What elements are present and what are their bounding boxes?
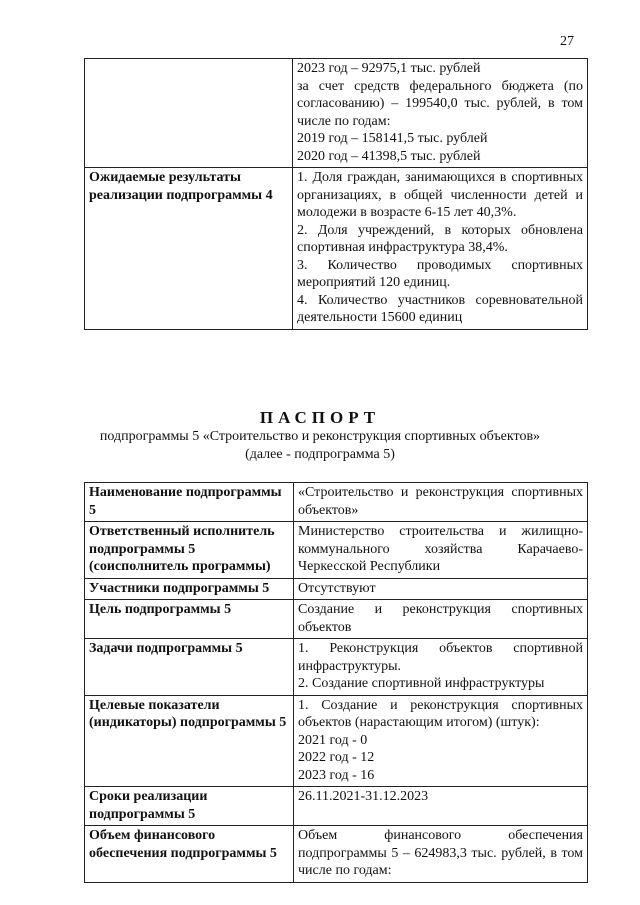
value-line: 2023 год - 16 — [298, 767, 375, 783]
result-item: 1. Доля граждан, занимающихся в спортивных организациях, в общей численности детей и молодежи в возрасте 6-15 лет 40,3%. — [297, 170, 583, 220]
funding-line: 2019 год – 158141,5 тыс. рублей — [297, 131, 488, 146]
table-row — [85, 787, 588, 826]
page-number: 27 — [560, 34, 574, 49]
passport-note: (далее - подпрограмма 5) — [245, 447, 395, 462]
empty-label-cell — [85, 59, 293, 168]
row-value — [294, 787, 588, 826]
table-row — [85, 639, 588, 696]
passport-title: ПАСПОРТ — [259, 408, 381, 427]
row-value — [294, 578, 588, 600]
value-line: 2021 год - 0 — [298, 732, 368, 748]
expected-results-label: Ожидаемые результаты реализации подпрограммы 4 — [85, 168, 293, 330]
row-label: Наименование подпрограммы 5 — [85, 483, 294, 522]
result-item: 4. Количество участников соревновательной деятельности 15600 единиц — [297, 292, 583, 325]
funding-line: 2023 год – 92975,1 тыс. рублей — [297, 61, 481, 76]
row-label: Сроки реализации подпрограммы 5 — [85, 787, 294, 826]
table-row — [85, 578, 588, 600]
value-line: Отсутствуют — [298, 580, 376, 596]
value-line: Объем финансового обеспечения подпрограммы 5 – 624983,3 тыс. рублей, в том числе по годам: — [298, 828, 583, 878]
result-item: 2. Доля учреждений, в которых обновлена спортивная инфраструктура 38,4%. — [297, 222, 583, 255]
subprogram-5-passport-table — [84, 482, 588, 883]
subprogram-4-table-continuation — [84, 58, 588, 330]
row-label: Цель подпрограммы 5 — [85, 600, 294, 639]
row-value — [294, 483, 588, 522]
value-line: Создание и реконструкция спортивных объектов — [298, 602, 583, 635]
value-line: 2. Создание спортивной инфраструктуры — [298, 676, 545, 691]
table-row — [85, 600, 588, 639]
value-line: 2022 год - 12 — [298, 750, 375, 765]
funding-line: за счет средств федерального бюджета (по согласованию) – 199540,0 тыс. рублей, в том числе по годам: — [297, 78, 583, 129]
row-label: Задачи подпрограммы 5 — [85, 639, 294, 696]
result-item: 3. Количество проводимых спортивных мероприятий 120 единиц. — [297, 257, 583, 290]
table-row — [85, 168, 588, 330]
row-label: Объем финансового обеспечения подпрограммы 5 — [85, 826, 294, 883]
table-row — [85, 483, 588, 522]
passport-subtitle: подпрограммы 5 «Строительство и реконструкция спортивных объектов» — [99, 429, 541, 444]
row-value — [294, 695, 588, 787]
row-label: Целевые показатели (индикаторы) подпрограммы 5 — [85, 695, 294, 787]
value-line: 1. Создание и реконструкция спортивных объектов (нарастающим итогом) (штук): — [298, 697, 583, 730]
row-label: Участники подпрограммы 5 — [85, 578, 294, 600]
expected-results-cell — [293, 168, 588, 330]
funding-cell — [293, 59, 588, 168]
funding-line: 2020 год – 41398,5 тыс. рублей — [297, 148, 481, 164]
table-row — [85, 59, 588, 168]
row-value — [294, 826, 588, 883]
value-line: 1. Реконструкция объектов спортивной инфраструктуры. — [298, 641, 583, 674]
table-row — [85, 522, 588, 579]
row-value — [294, 639, 588, 696]
passport-heading — [0, 408, 640, 464]
value-line: Министерство строительства и жилищно-коммунального хозяйства Карачаево-Черкесской Республики — [298, 524, 583, 574]
table-row — [85, 695, 588, 787]
row-value — [294, 522, 588, 579]
row-value — [294, 600, 588, 639]
value-line: «Строительство и реконструкция спортивных объектов» — [298, 485, 583, 518]
row-label: Ответственный исполнитель подпрограммы 5 (соисполнитель программы) — [85, 522, 294, 579]
value-line: 26.11.2021-31.12.2023 — [298, 789, 429, 804]
table-row — [85, 826, 588, 883]
